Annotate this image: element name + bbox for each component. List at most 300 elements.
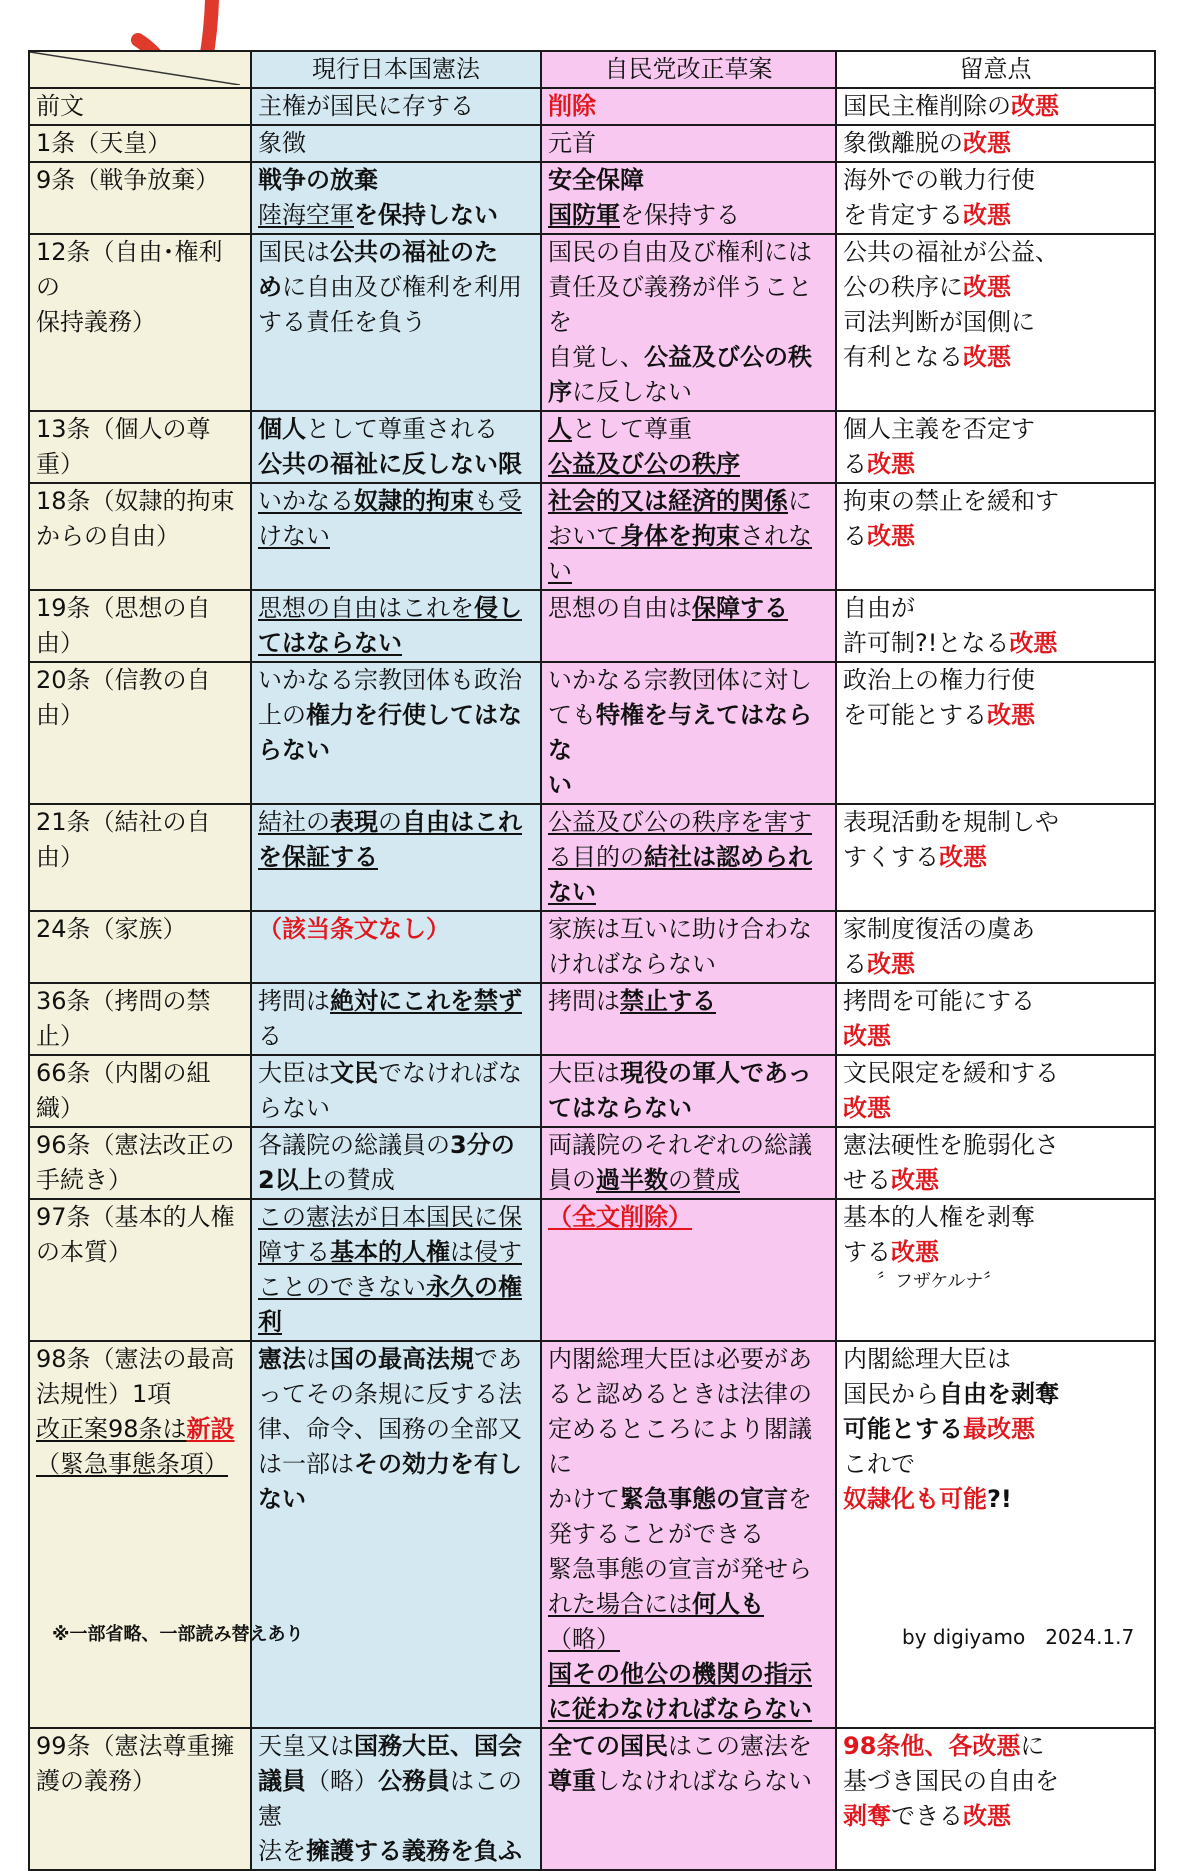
cell-line [548,1517,829,1552]
cell-current [251,983,541,1055]
cell-draft [541,162,836,234]
cell-line [258,484,534,519]
text-segment: 司法判断が国側に [843,308,1035,336]
table-row [29,125,1155,162]
text-segment: 擁護する義務を負ふ [306,1837,522,1865]
text-segment: ってその条規に反する法 [258,1380,522,1408]
cell-draft [541,983,836,1055]
text-segment: 文民 [330,1059,378,1087]
cell-line [548,912,829,947]
text-segment: 定めるところにより閣議に [548,1415,812,1478]
text-segment: は [306,1345,330,1373]
text-segment: 許可制?!となる [843,629,1010,657]
cell-line [843,1342,1148,1377]
text-segment: 大臣は [258,1059,330,1087]
text-segment: 2以上 [258,1166,323,1194]
text-segment: いかなる宗教団体に対し [548,666,812,694]
cell-line [843,626,1148,661]
cell-line [36,805,244,875]
cell-current [251,911,541,983]
text-segment: おいて [548,522,620,550]
cell-line [258,663,534,698]
cell-article [29,1199,251,1341]
text-segment: 自由はこれ [402,808,522,836]
cell-line [843,1019,1148,1054]
text-segment: 基本的人権を剥奪 [843,1203,1035,1231]
cell-line [548,1587,829,1657]
cell-line [843,198,1148,233]
cell-line [36,1377,244,1412]
cell-draft [541,483,836,590]
cell-line [843,305,1148,340]
text-segment: 9条（戦争放棄） [36,166,220,194]
cell-article [29,1728,251,1870]
text-segment: 拷問を可能にする [843,987,1035,1015]
text-segment: 思想の自由は [548,594,692,622]
text-segment: 両議院のそれぞれの総議 [548,1131,812,1159]
text-segment: 各議院の総議員の [258,1131,450,1159]
cell-line [258,626,534,661]
cell-line [258,126,534,161]
text-segment: する責任を負う [258,308,426,336]
cell-article [29,483,251,590]
text-segment: すくする [843,843,939,871]
cell-line [258,163,534,198]
cell-line [843,235,1148,270]
cell-line [258,1200,534,1235]
cell-line [36,1056,244,1126]
cell-current [251,1728,541,1870]
text-segment: 改悪 [939,843,987,871]
cell-note [836,88,1155,125]
text-segment: る [843,950,867,978]
table-row [29,1341,1155,1728]
text-segment: てはならない [258,629,402,657]
cell-line [843,663,1148,698]
cell-article [29,411,251,483]
text-segment: 98条他、各改悪 [843,1732,1021,1760]
text-segment: 1条（天皇） [36,129,172,157]
cell-line [548,1342,829,1377]
table-row [29,1055,1155,1127]
text-segment: 66条（内閣の組織） [36,1059,211,1122]
cell-article [29,1341,251,1728]
text-segment: を肯定する [843,201,963,229]
cell-line [36,1200,244,1235]
text-segment: （全文削除） [548,1203,692,1231]
text-segment: 96条（憲法改正の [36,1131,235,1159]
cell-line [258,412,534,447]
text-segment: は一部は [258,1450,354,1478]
cell-line [548,840,829,875]
text-segment: 内閣総理大臣は [843,1345,1011,1373]
cell-line [548,1128,829,1163]
text-segment: 最改悪 [963,1415,1035,1443]
text-segment: ?! [987,1485,1012,1513]
text-segment: 改悪 [867,522,915,550]
cell-current [251,162,541,234]
text-segment: 20条（信教の自由） [36,666,211,729]
cell-line [843,947,1148,982]
cell-line [548,198,829,233]
text-segment: 何人も [692,1590,764,1618]
text-segment: いかなる [258,487,354,515]
text-segment: 天皇又は [258,1732,354,1760]
cell-line [843,340,1148,375]
cell-line [843,1091,1148,1126]
cell-note [836,1728,1155,1870]
text-segment: 法を [258,1837,306,1865]
text-segment: 憲法 [258,1345,306,1373]
text-segment: 表現活動を規制しや [843,808,1059,836]
text-segment: 家制度復活の虞あ [843,915,1035,943]
table-row [29,1127,1155,1199]
text-segment: 改悪 [963,273,1011,301]
text-segment: として尊重される [306,415,498,443]
text-segment: 拷問は [548,987,620,1015]
cell-article [29,88,251,125]
text-segment: 自由が [843,594,915,622]
text-segment: 責任及び義務が伴うことを [548,273,812,336]
text-segment: 家族は互いに助け合わな [548,915,812,943]
cell-current [251,88,541,125]
text-segment: かけて [548,1485,620,1513]
cell-line [548,768,829,803]
text-segment: （略） [306,1767,378,1795]
text-segment: らない [258,736,330,764]
cell-line [548,947,829,982]
text-segment: いかなる宗教団体も政治 [258,666,522,694]
text-segment: 奴隷化も可能 [843,1485,987,1513]
text-segment: 過半数 [596,1166,668,1194]
cell-line [843,270,1148,305]
cell-draft [541,590,836,662]
cell-line [843,126,1148,161]
cell-line [258,198,534,233]
text-segment: 律、命令、国務の全部又 [258,1415,522,1443]
text-segment: 公共の福祉のた [330,238,498,266]
text-segment: 法規性）1項 [36,1380,172,1408]
header-cell-draft: 自民党改正草案 [541,51,836,88]
text-segment: 陸海空軍 [258,201,354,229]
cell-line [258,270,534,305]
cell-line [36,519,244,554]
text-segment: 国その他公の機関の指示 [548,1660,812,1688]
text-segment: 改悪 [843,1022,891,1050]
text-segment: ことのできない [258,1273,426,1301]
cell-line [843,1377,1148,1412]
text-segment: 身体を拘束 [620,522,740,550]
text-segment: 3分の [450,1131,515,1159]
text-segment: 個人主義を否定す [843,415,1035,443]
text-segment: 海外での戦力行使 [843,166,1035,194]
text-segment: 国防軍 [548,201,620,229]
text-segment: 文民限定を緩和する [843,1059,1059,1087]
cell-line [258,912,534,947]
cell-line [843,698,1148,733]
text-segment: 序 [548,378,572,406]
table-row [29,411,1155,483]
cell-note [836,983,1155,1055]
cell-line [843,1764,1148,1799]
cell-line [36,305,244,340]
header-cell-notes: 留意点 [836,51,1155,88]
cell-line [258,1447,534,1482]
text-segment: 24条（家族） [36,915,187,943]
text-segment: 自覚し、 [548,343,644,371]
text-segment: 憲法硬性を脆弱化さ [843,1131,1059,1159]
table-row [29,234,1155,411]
cell-note [836,1127,1155,1199]
text-segment: これで [843,1450,915,1478]
text-segment: 権力を行使してはな [306,701,522,729]
cell-line [258,447,534,482]
text-segment: 拘束の禁止を緩和す [843,487,1059,515]
text-segment: に反しない [572,378,692,406]
cell-line [548,1552,829,1587]
cell-line [258,1091,534,1126]
text-segment: 社会的又は経済的関係 [548,487,788,515]
text-segment: できる [891,1802,963,1830]
text-segment: い [548,771,572,799]
text-segment: しなければならない [596,1767,812,1795]
header-diagonal-line [30,52,240,85]
cell-line [258,1128,534,1163]
cell-line [36,484,244,519]
text-segment: 結社の [258,808,330,836]
cell-current [251,1341,541,1728]
table-row [29,911,1155,983]
text-segment: 侵し [474,594,522,622]
cell-line [843,1482,1148,1517]
text-segment: 可能とする [843,1415,963,1443]
text-segment: め [258,273,282,301]
cell-line [843,519,1148,554]
cell-note [836,1055,1155,1127]
cell-line [258,1056,534,1091]
text-segment: らない [258,1094,330,1122]
cell-line [258,984,534,1019]
text-segment: の [378,808,402,836]
cell-note [836,162,1155,234]
cell-line [548,89,829,124]
text-segment: 改悪 [843,1094,891,1122]
text-segment: 上の [258,701,306,729]
comparison-table [28,50,1156,1871]
text-segment: その効力を有し [354,1450,522,1478]
text-segment: 改悪 [891,1166,939,1194]
text-segment: 前文 [36,92,84,120]
cell-line [843,1729,1148,1764]
cell-note [836,590,1155,662]
text-segment: 国の最高法規 [330,1345,474,1373]
text-segment: 全ての国民 [548,1732,668,1760]
text-segment: 改悪 [963,129,1011,157]
cell-line [258,89,534,124]
cell-line [36,1342,244,1377]
text-segment: 改悪 [1011,92,1059,120]
text-segment: 国民の自由及び権利には [548,238,812,266]
cell-line [258,1482,534,1517]
cell-line [36,412,244,482]
cell-line [548,805,829,840]
cell-line [548,663,829,698]
table-row [29,88,1155,125]
cell-line [36,912,244,947]
cell-line [843,805,1148,840]
cell-line [258,235,534,270]
cell-line [548,1764,829,1799]
cell-line [548,698,829,768]
text-segment: （緊急事態条項） [36,1450,228,1478]
text-segment: する [843,1238,891,1266]
table-row [29,662,1155,804]
text-segment: を保証する [258,843,378,871]
text-segment: 13条（個人の尊重） [36,415,211,478]
text-segment: る [843,522,867,550]
cell-current [251,1127,541,1199]
cell-article [29,1055,251,1127]
text-segment: に [788,487,812,515]
text-segment: 戦争の放棄 [258,166,378,194]
cell-current [251,1199,541,1341]
cell-line [36,1163,244,1198]
text-segment: 36条（拷問の禁止） [36,987,211,1050]
cell-note [836,125,1155,162]
text-segment: （該当条文なし） [258,915,450,943]
cell-line [36,1729,244,1764]
cell-line [548,235,829,270]
table-row [29,1728,1155,1870]
cell-line [36,126,244,161]
cell-line [258,840,534,875]
text-segment: 改悪 [963,343,1011,371]
table-row [29,590,1155,662]
text-segment: 禁止する [620,987,716,1015]
text-segment: 公共の福祉に反しない限 [258,450,522,478]
text-segment: せる [843,1166,891,1194]
text-segment: を可能とする [843,701,987,729]
text-segment: 奴隷的拘束 [354,487,474,515]
cell-line [843,1412,1148,1447]
cell-draft [541,1728,836,1870]
text-segment: ない [548,878,596,906]
text-segment: 永久の権利 [258,1273,522,1336]
cell-line [843,484,1148,519]
cell-line [843,1163,1148,1198]
cell-line [843,447,1148,482]
text-segment: 緊急事態の宣言が発せら [548,1555,812,1583]
cell-line [548,519,829,589]
text-segment: 緊急事態の宣言 [620,1485,788,1513]
text-segment: 発することができる [548,1520,764,1548]
cell-draft [541,125,836,162]
text-segment: の賛成 [322,1166,395,1194]
cell-line [548,1091,829,1126]
cell-line [258,1270,534,1340]
text-segment: はこの憲法を [668,1732,812,1760]
text-segment: の賛成 [668,1166,740,1194]
text-segment: 改悪 [987,701,1035,729]
cell-line [548,163,829,198]
cell-article [29,911,251,983]
cell-current [251,411,541,483]
text-segment: ると認めるときは法律の [548,1380,812,1408]
text-segment: 公益及び公の秩 [644,343,812,371]
cell-draft [541,88,836,125]
text-segment: 新設 [186,1415,235,1443]
text-segment: 結社は認められ [644,843,812,871]
text-segment: 改悪 [867,450,915,478]
text-segment: されない [548,522,812,585]
text-segment: であ [474,1345,522,1373]
text-segment: 有利となる [843,343,963,371]
cell-line [548,1056,829,1091]
text-segment: 削除 [548,92,596,120]
cell-line [36,1764,244,1799]
cell-line [548,1163,829,1198]
table-header-row [29,51,1155,88]
credit: by digiyamo 2024.1.7 [902,1625,1135,1649]
text-segment: 手続き） [36,1166,132,1194]
text-segment: 絶対にこれを禁ず [330,987,522,1015]
cell-article [29,983,251,1055]
text-segment: に [1020,1732,1045,1760]
text-segment: を保持しない [354,201,498,229]
cell-line [843,89,1148,124]
text-segment: 人 [548,415,572,443]
cell-draft [541,234,836,411]
text-segment: 公益及び公の秩序を害す [548,808,812,836]
text-segment: この憲法が日本国民に保 [258,1203,522,1231]
text-segment: 基づき国民の自由を [843,1767,1059,1795]
text-segment: 政治上の権力行使 [843,666,1035,694]
cell-line [258,1163,534,1198]
table-row [29,804,1155,911]
cell-line [843,984,1148,1019]
text-segment: 国民は [258,238,330,266]
cell-line [548,1200,829,1235]
cell-current [251,1055,541,1127]
text-segment: る [258,1022,282,1050]
cell-line [36,1128,244,1163]
cell-line [548,875,829,910]
cell-note [836,911,1155,983]
cell-line [548,984,829,1019]
cell-current [251,483,541,590]
cell-line [843,591,1148,626]
cell-line [36,1235,244,1270]
cell-line [258,1834,534,1869]
text-segment: る [843,450,867,478]
text-segment: る目的の [548,843,644,871]
text-segment: はこの憲 [258,1767,522,1830]
text-segment: れた場合には [548,1590,692,1618]
text-segment: （略） [548,1625,620,1653]
cell-line [548,126,829,161]
cell-line [258,1019,534,1054]
text-segment: 員の [548,1166,596,1194]
cell-note [836,411,1155,483]
text-segment: てはならない [548,1094,692,1122]
cell-line [258,591,534,626]
cell-draft [541,1199,836,1341]
cell-note [836,234,1155,411]
cell-line [843,1235,1148,1270]
text-segment: 拷問は [258,987,330,1015]
text-segment: 元首 [548,129,596,157]
cell-line [36,1412,244,1447]
